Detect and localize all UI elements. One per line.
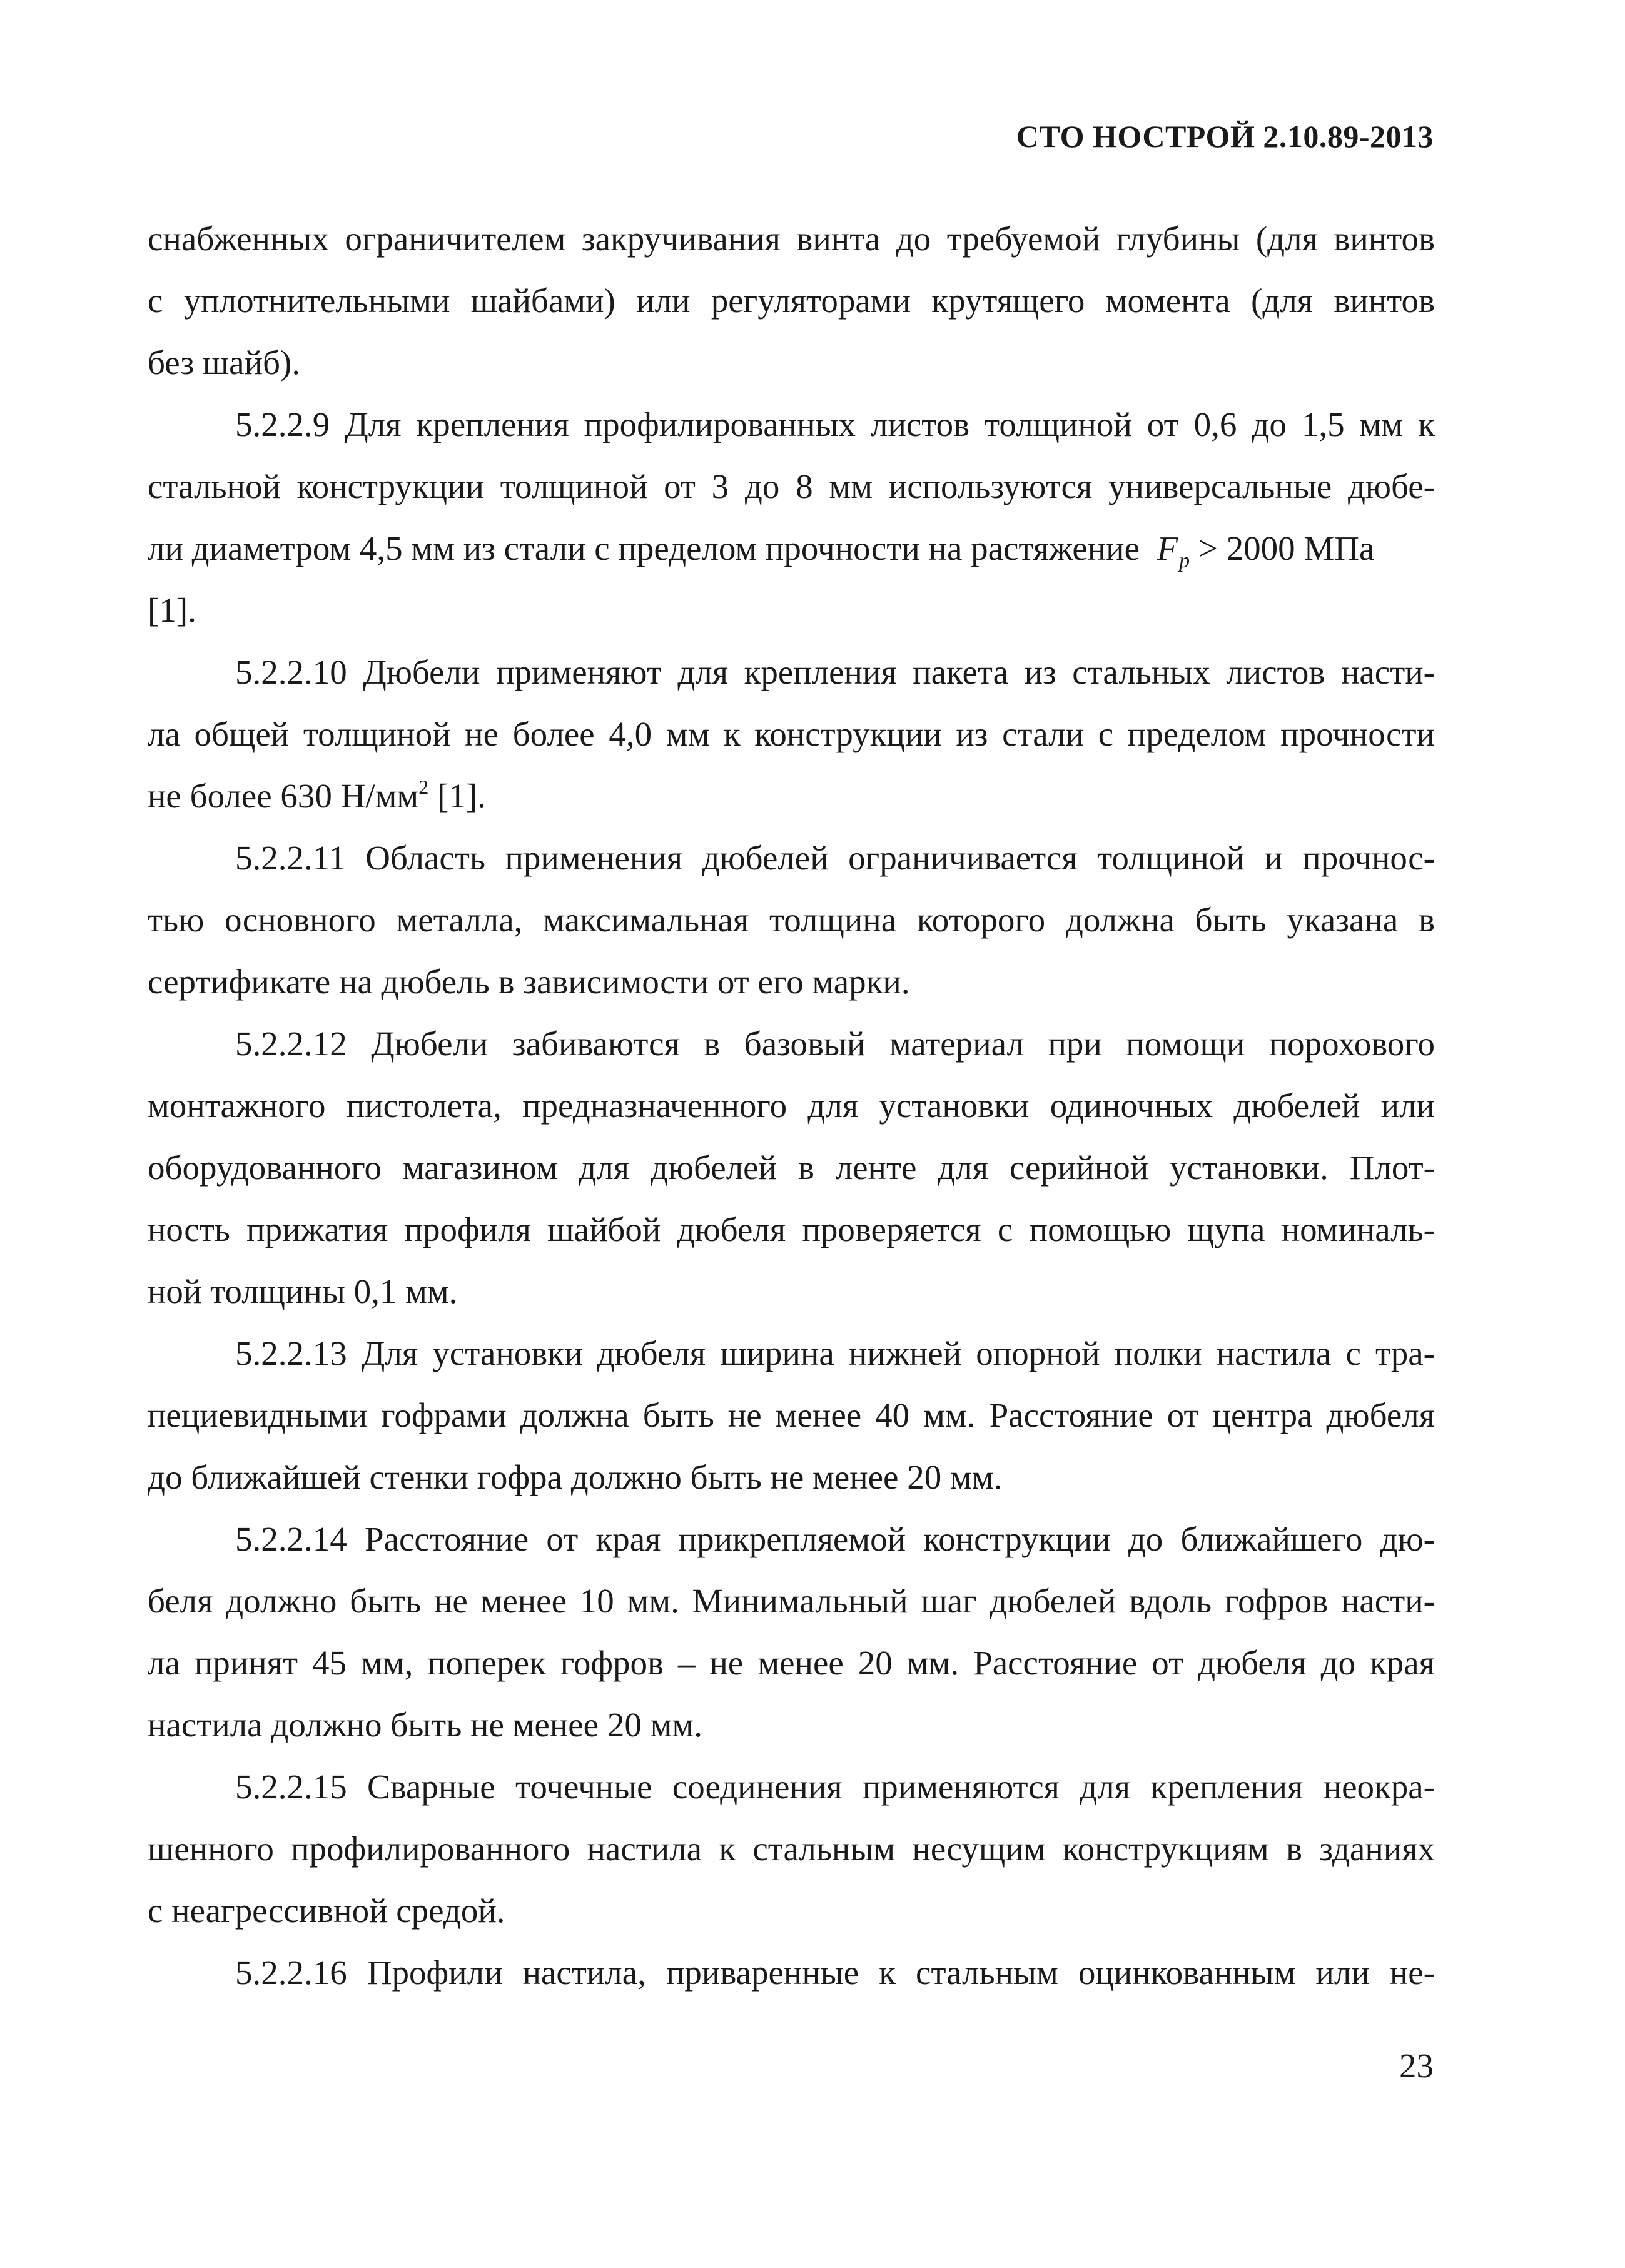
text-line: тью основного металла, максимальная толщина которого должна быть указана в (148, 901, 1435, 939)
text-line: пециевидными гофрами должна быть не менее 40 мм. Расстояние от центра дюбеля (148, 1396, 1435, 1434)
text-line-segment: ли диаметром 4,5 мм из стали с пределом прочности на растяжение (148, 529, 1140, 567)
text-line: ность прижатия профиля шайбой дюбеля проверяется с помощью щупа номиналь- (148, 1210, 1435, 1248)
text-line: 5.2.2.16 Профили настила, приваренные к стальным оцинкованным или не- (235, 1953, 1435, 1992)
text-line: 5.2.2.10 Дюбели применяют для крепления пакета из стальных листов насти- (235, 653, 1435, 691)
text-line: оборудованного магазином для дюбелей в ленте для серийной установки. Плот- (148, 1148, 1435, 1187)
text-line: без шайб). (148, 343, 301, 382)
text-line: снабженных ограничителем закручивания винта до требуемой глубины (для винтов (148, 220, 1435, 258)
text-line: с неагрессивной средой. (148, 1891, 505, 1930)
text-line: до ближайшей стенки гофра должно быть не менее 20 мм. (148, 1458, 1003, 1496)
text-line: 5.2.2.14 Расстояние от края прикрепляемой конструкции до ближайшего дю- (235, 1520, 1435, 1558)
page-number: 23 (1399, 2047, 1434, 2085)
formula-rest: > 2000 МПа (1190, 529, 1375, 567)
text-line-with-unit (148, 765, 1435, 827)
text-line: 5.2.2.13 Для установки дюбеля ширина нижней опорной полки настила с тра- (235, 1334, 1435, 1372)
text-line-segment: не более 630 Н/мм (148, 777, 419, 815)
paragraph-5-2-2-10 (148, 641, 1435, 827)
reference-citation: [1]. (437, 777, 486, 815)
text-line: шенного профилированного настила к стальным несущим конструкциям в зданиях (148, 1830, 1435, 1868)
paragraph-5-2-2-13 (148, 1322, 1435, 1508)
text-line: монтажного пистолета, предназначенного для установки одиночных дюбелей или (148, 1086, 1435, 1125)
formula-subscript: p (1179, 549, 1190, 572)
text-line: 5.2.2.15 Сварные точечные соединения применяются для крепления неокра- (235, 1768, 1435, 1806)
text-line: 5.2.2.12 Дюбели забиваются в базовый материал при помощи порохового (235, 1025, 1435, 1063)
text-line: ной толщины 0,1 мм. (148, 1272, 458, 1310)
unit-superscript: 2 (418, 776, 429, 798)
document-code-header: СТО НОСТРОЙ 2.10.89-2013 (1016, 119, 1434, 154)
body-text (148, 208, 1435, 2003)
paragraph-5-2-2-9 (148, 393, 1435, 641)
text-line-with-formula (148, 517, 1435, 579)
paragraph-5-2-2-12 (148, 1013, 1435, 1322)
text-line: беля должно быть не менее 10 мм. Минимальный шаг дюбелей вдоль гофров насти- (148, 1582, 1435, 1620)
paragraph-5-2-2-14 (148, 1508, 1435, 1756)
paragraph-continuation (148, 208, 1435, 393)
text-line: ла общей толщиной не более 4,0 мм к конструкции из стали с пределом прочности (148, 715, 1435, 753)
text-line: [1]. (148, 591, 196, 629)
paragraph-5-2-2-11 (148, 827, 1435, 1013)
text-line: ла принят 45 мм, поперек гофров – не менее 20 мм. Расстояние от дюбеля до края (148, 1644, 1435, 1682)
paragraph-5-2-2-15 (148, 1756, 1435, 1941)
formula-variable: F (1157, 529, 1178, 567)
text-line: настила должно быть не менее 20 мм. (148, 1706, 702, 1744)
text-line: 5.2.2.9 Для крепления профилированных листов толщиной от 0,6 до 1,5 мм к (235, 405, 1435, 443)
paragraph-5-2-2-16 (148, 1941, 1435, 2003)
text-line: с уплотнительными шайбами) или регуляторами крутящего момента (для винтов (148, 281, 1435, 320)
text-line: сертификате на дюбель в зависимости от его марки. (148, 963, 910, 1001)
text-line: стальной конструкции толщиной от 3 до 8 мм используются универсальные дюбе- (148, 467, 1435, 505)
text-line: 5.2.2.11 Область применения дюбелей ограничивается толщиной и прочнос- (235, 839, 1435, 877)
